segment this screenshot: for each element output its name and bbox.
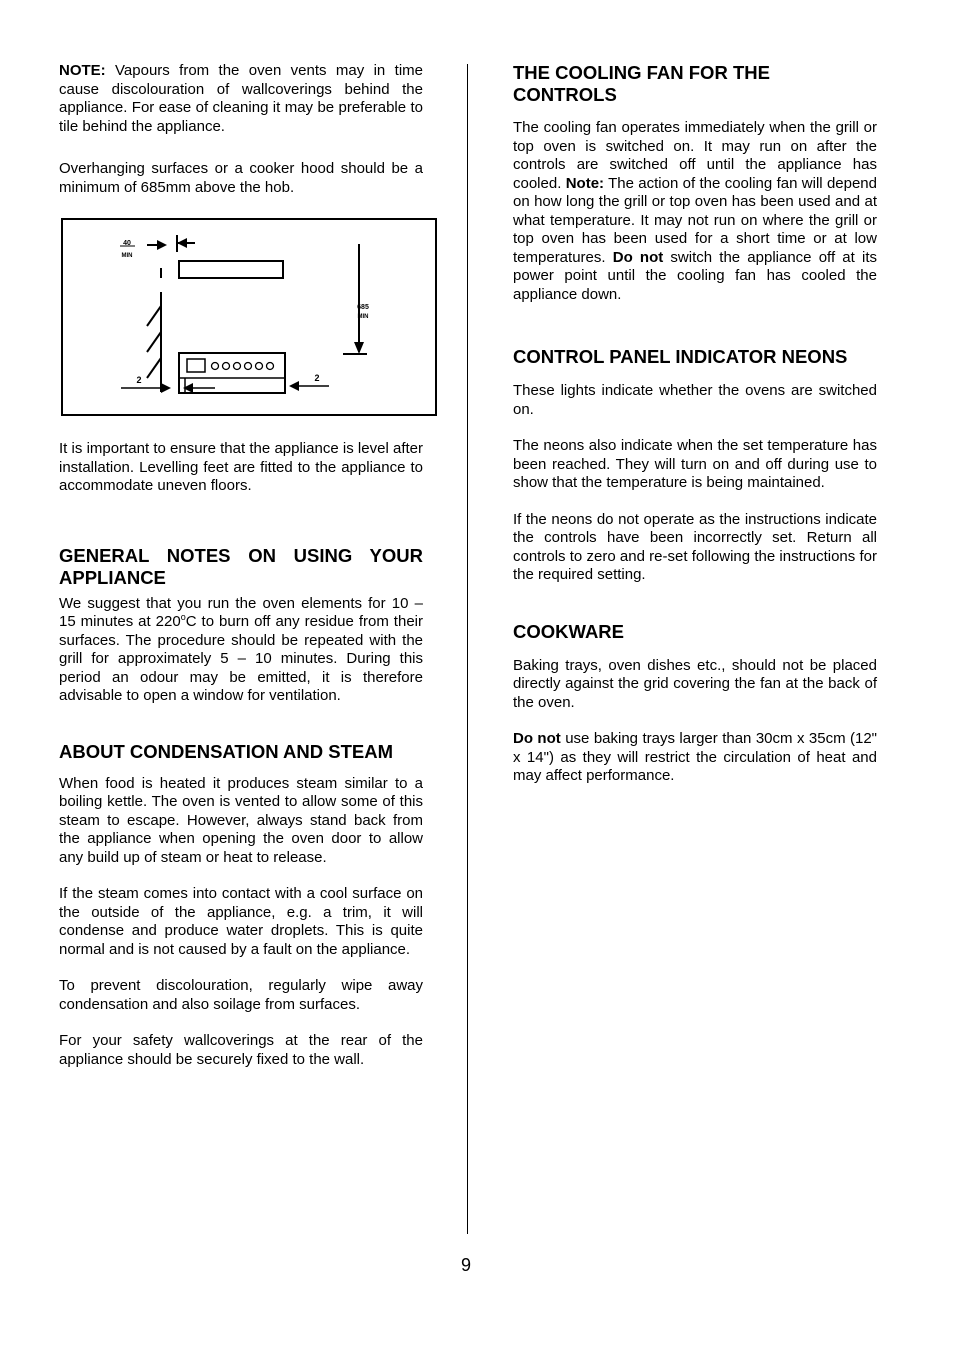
neons-paragraph-2: The neons also indicate when the set temperature has been reached. They will turn on and off during use to show that the temperature is being maintained. [513,437,877,491]
diagram-label-685: 685 [357,304,369,311]
diagram-label-min-side: MIN [357,314,369,320]
diagram-label-min-top: MIN [121,253,133,259]
diagram-clock [187,359,205,372]
diagram-arrowhead [157,240,167,250]
neons-paragraph-1: These lights indicate whether the ovens are switched on. [513,382,877,418]
diagram-knob [256,363,263,370]
general-paragraph [59,595,423,706]
diagram-knob [267,363,274,370]
fan-donot-label: Do not [612,248,664,266]
note-paragraph [59,62,423,136]
neons-heading: CONTROL PANEL INDICATOR NEONS [513,346,848,367]
general-heading: GENERAL NOTES ON USING YOUR APPLIANCE [59,544,423,588]
diagram-knob [212,363,219,370]
diagram-hatch [147,358,161,378]
diagram-hatch [147,332,161,352]
fan-heading: THE COOLING FAN FOR THE CONTROLS [513,62,770,105]
condensation-heading: ABOUT CONDENSATION AND STEAM [59,740,394,762]
cookware-donot-label: Do not [513,730,561,747]
diagram-arrowhead [289,381,299,391]
note-text: Vapours from the oven vents may in time cause discolouration of wallcoverings behind the appliance. For ease of cleaning it may be preferable to tile behind the appliance. [59,62,423,135]
diagram-label-40: 40 [123,240,131,247]
fan-text-1: The cooling fan operates immediately when the grill or top oven is switched on. It may run on after the controls are switched off until the appliance has cooled. [513,119,877,192]
condensation-paragraph-4: For your safety wallcoverings at the rear of the appliance should be securely fixed to the wall. [59,1032,423,1068]
page-number: 9 [461,1255,472,1275]
fan-text-3: switch the appliance off at its power point until the cooling fan has cooled the appliance down. [513,248,877,303]
diagram-cooker-hood [179,261,283,278]
diagram-label-2-right: 2 [314,373,320,383]
diagram-knob [223,363,230,370]
general-text-2: C to burn off any residue from their surfaces. The procedure should be repeated with the grill for approximately 5 – 10 minutes. During this period an odour may be emitted, it is therefore advisable to open a window for ventilation. [59,613,423,704]
note-label: NOTE: [59,62,106,79]
condensation-paragraph-3: To prevent discolouration, regularly wipe away condensation and also soilage from surfaces. [59,977,423,1013]
degree-sup: o [180,612,186,622]
clearance-diagram [61,218,437,416]
column-divider [467,64,468,1234]
diagram-arrowhead [354,342,364,354]
fan-paragraph [513,119,877,304]
condensation-paragraph-1: When food is heated it produces steam similar to a boiling kettle. The oven is vented to allow some of this steam to escape. However, always stand back from the appliance when opening the oven door to allow any build up of steam or heat to release. [59,774,423,866]
condensation-paragraph-2: If the steam comes into contact with a cool surface on the outside of the appliance, e.g. a trim, it will condense and produce water droplets. This is quite normal and is not caused by a fault on the appliance. [59,885,423,958]
fan-note-label: Note: [565,174,605,192]
diagram-arrowhead [177,238,187,248]
cookware-paragraph-1: Baking trays, oven dishes etc., should not be placed directly against the grid covering the fan at the back of the oven. [513,656,877,711]
diagram-arrowhead [161,383,171,393]
cookware-paragraph-2 [513,730,877,786]
diagram-knob [234,363,241,370]
general-text-1: We suggest that you run the oven elements for 10 – 15 minutes at 220 [59,594,423,630]
diagram-knob [245,363,252,370]
diagram-hatch [147,306,161,326]
neons-paragraph-3: If the neons do not operate as the instructions indicate the controls have been incorrectly set. Return all controls to zero and re-set following the instructions for the required setting. [513,510,877,583]
diagram-label-2-left: 2 [136,375,142,385]
cookware-heading: COOKWARE [513,620,624,642]
clearance-diagram-svg [63,220,435,414]
fan-text-2: The action of the cooling fan will depend on how long the grill or top oven has been used and at what temperature. It may not run on where the grill or top oven has been used for a short time or at low temperatures. [513,174,877,266]
right-column [513,62,877,786]
left-column [59,62,423,1069]
cookware-text: use baking trays larger than 30cm x 35cm (12" x 14") as they will restrict the circulation of heat and may affect performance. [513,730,878,784]
level-paragraph: It is important to ensure that the appliance is level after installation. Levelling feet are fitted to the appliance to accommodate uneven floors. [59,440,423,494]
overhang-paragraph: Overhanging surfaces or a cooker hood should be a minimum of 685mm above the hob. [59,160,423,196]
